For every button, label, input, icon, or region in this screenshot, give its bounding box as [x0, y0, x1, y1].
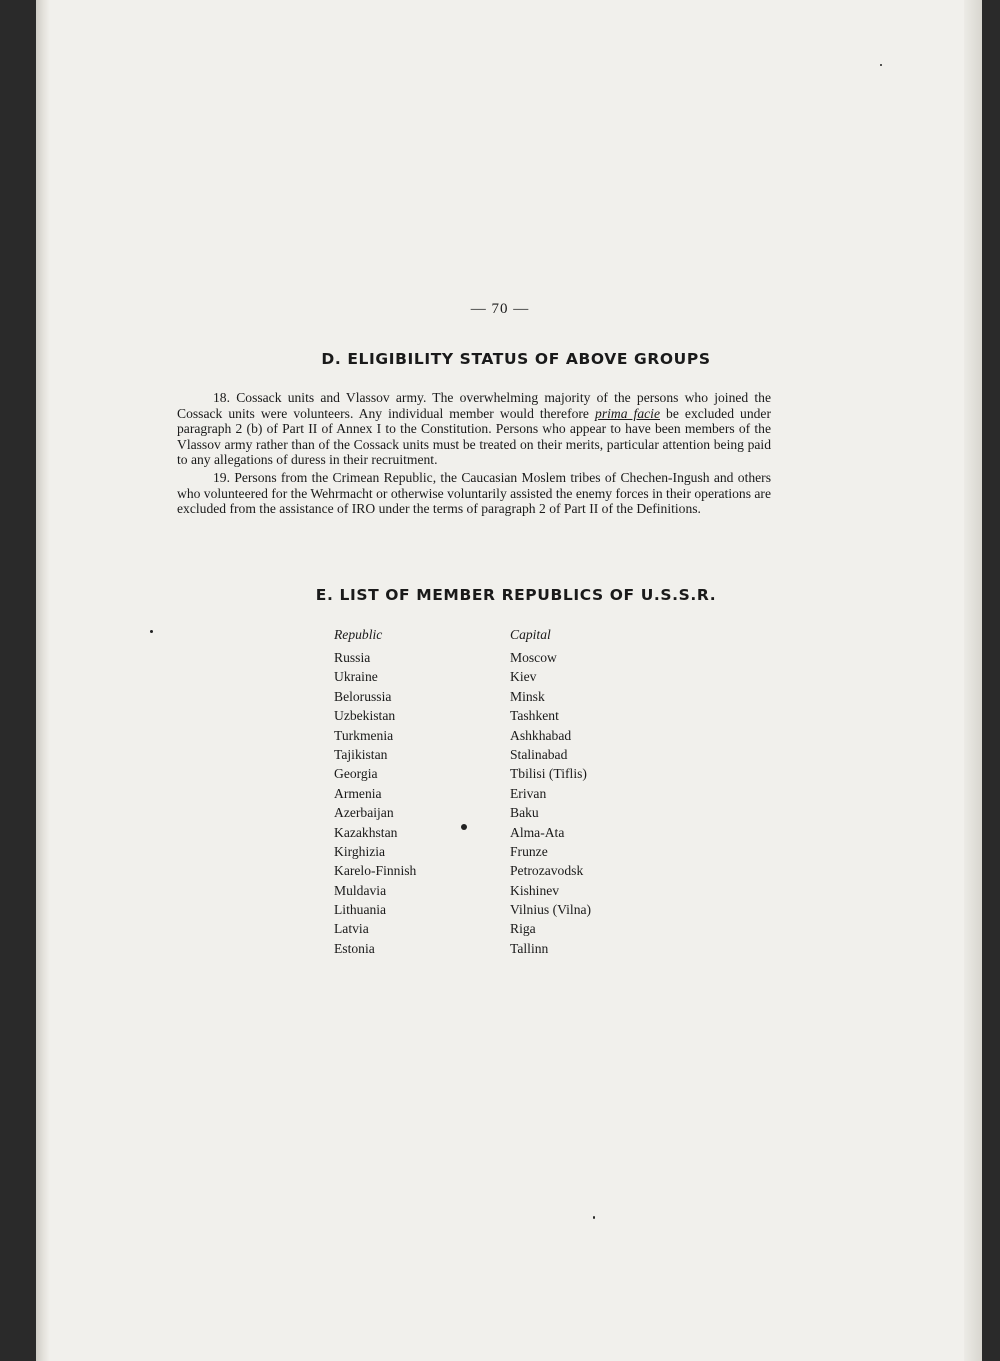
- republic-item: Armenia: [334, 785, 382, 801]
- paragraph-19-number: 19.: [213, 470, 230, 485]
- capital-item: Tashkent: [510, 708, 559, 724]
- republic-item: Kazakhstan: [334, 824, 398, 840]
- document-page: [36, 0, 982, 1361]
- page-edge: [964, 0, 982, 1361]
- paragraph-18: [177, 390, 771, 468]
- paragraph-18-text-1: Cossack units and Vlassov army. The overwhelming majority of the persons who joined the Cossack units were volunteers. Any individual member would therefore: [177, 390, 772, 421]
- capital-item: Petrozavodsk: [510, 863, 584, 879]
- republic-item: Uzbekistan: [334, 708, 396, 724]
- capital-item: Kishinev: [510, 882, 560, 898]
- capital-item: Tallinn: [510, 940, 549, 956]
- paragraph-18-text-2: be excluded under paragraph 2 (b) of Part II of Annex I to the Constitution. Persons who appear to have been members of the Vlassov army rather than of the Cossack units must be treated on their merits, particular attention being paid to any allegations of duress in their recruitment.: [177, 405, 771, 468]
- capital-item: Kiev: [510, 669, 537, 685]
- republic-item: Georgia: [334, 766, 378, 782]
- page-number: — 70 —: [470, 301, 530, 317]
- capital-item: Stalinabad: [510, 746, 568, 762]
- republic-item: Turkmenia: [334, 727, 394, 743]
- paragraph-18-italic: prima facie: [595, 405, 660, 421]
- capital-column-header: Capital: [510, 627, 551, 642]
- capital-list: [510, 648, 591, 958]
- section-d-heading: D. ELIGIBILITY STATUS OF ABOVE GROUPS: [321, 350, 711, 368]
- capital-item: Frunze: [510, 843, 548, 859]
- section-e-heading: E. LIST OF MEMBER REPUBLICS OF U.S.S.R.: [315, 586, 717, 604]
- page-binding: [36, 0, 50, 1361]
- republic-item: Tajikistan: [334, 746, 388, 762]
- paragraph-18-number: 18.: [213, 390, 230, 405]
- ink-speck: [150, 630, 153, 633]
- republic-item: Ukraine: [334, 669, 378, 685]
- paragraph-19: [177, 470, 771, 517]
- ink-speck: [461, 824, 467, 830]
- republic-item: Kirghizia: [334, 843, 386, 859]
- ink-speck: [880, 64, 882, 66]
- republic-item: Belorussia: [334, 688, 392, 704]
- republic-item: Estonia: [334, 940, 375, 956]
- capital-item: Baku: [510, 805, 539, 821]
- republic-column-header: Republic: [334, 627, 383, 642]
- republic-item: Azerbaijan: [334, 805, 394, 821]
- republic-item: Karelo-Finnish: [334, 863, 417, 879]
- capital-item: Minsk: [510, 688, 545, 704]
- paragraph-19-text: Persons from the Crimean Republic, the Caucasian Moslem tribes of Chechen-Ingush and others who volunteered for the Wehrmacht or otherwise voluntarily assisted the enemy forces in their operations are excluded from the assistance of IRO under the terms of paragraph 2 of Part II of the Definitions.: [177, 470, 771, 517]
- capital-item: Moscow: [510, 650, 557, 665]
- republic-item: Russia: [334, 650, 371, 665]
- republic-item: Lithuania: [334, 902, 387, 918]
- ink-speck: [593, 1216, 595, 1219]
- republic-list: [334, 648, 416, 958]
- capital-item: Alma-Ata: [510, 824, 565, 840]
- republic-item: Muldavia: [334, 882, 387, 898]
- capital-item: Riga: [510, 921, 536, 937]
- capital-item: Erivan: [510, 785, 547, 801]
- republic-item: Latvia: [334, 921, 369, 937]
- capital-item: Ashkhabad: [510, 727, 572, 743]
- capital-item: Tbilisi (Tiflis): [510, 766, 587, 782]
- capital-item: Vilnius (Vilna): [510, 902, 592, 918]
